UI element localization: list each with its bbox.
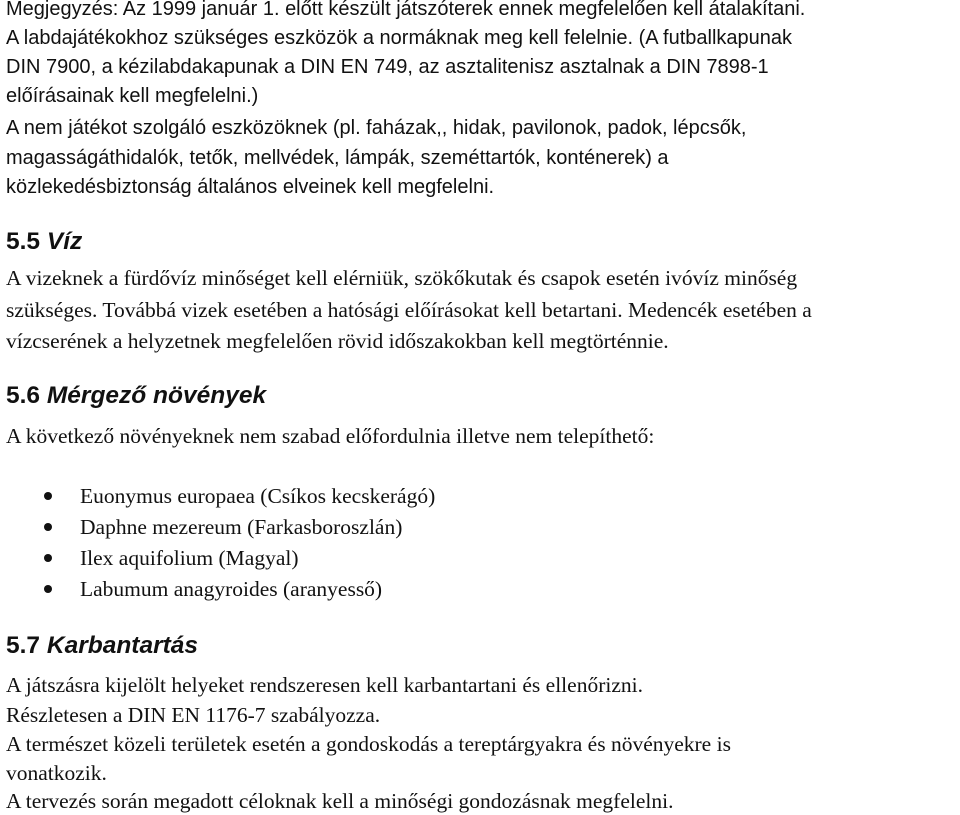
section-5-5-line-1: A vizeknek a fürdővíz minőséget kell elérniük, szökőkutak és csapok esetén ivóvíz minőség: [6, 266, 798, 290]
intro-line-3: DIN 7900, a kézilabdakapunak a DIN EN 749, az asztalitenisz asztalnak a DIN 7898-1: [6, 56, 769, 78]
section-5-6-number: 5.6: [6, 382, 41, 409]
bullet-icon: [44, 492, 52, 500]
intro-line-7: közlekedésbiztonság általános elveinek kell megfelelni.: [6, 176, 495, 198]
section-5-7-title: Karbantartás: [46, 632, 199, 659]
section-5-6-heading: [6, 381, 266, 411]
section-5-6-intro: A következő növényeknek nem szabad előfordulnia illetve nem telepíthető:: [6, 424, 655, 448]
section-5-6-title: Mérgező növények: [46, 382, 267, 409]
intro-line-1: Megjegyzés: Az 1999 január 1. előtt készült játszóterek ennek megfelelően kell átalakítani.: [6, 0, 806, 20]
section-5-7-heading: [6, 631, 198, 661]
bullet-icon: [44, 554, 52, 562]
intro-line-4: előírásainak kell megfelelni.): [6, 85, 259, 107]
section-5-5-heading: [6, 227, 82, 257]
section-5-7-line-4: vonatkozik.: [6, 761, 107, 785]
bullet-icon: [44, 585, 52, 593]
plant-name: Euonymus europaea (Csíkos kecskerágó): [80, 484, 436, 508]
intro-line-6: magasságáthidalók, tetők, mellvédek, lámpák, szeméttartók, konténerek) a: [6, 147, 669, 169]
section-5-7-number: 5.7: [6, 632, 41, 659]
section-5-5-line-2: szükséges. Továbbá vizek esetében a hatósági előírásokat kell betartani. Medencék esetében a: [6, 298, 812, 322]
bullet-icon: [44, 523, 52, 531]
intro-line-5: A nem játékot szolgáló eszközöknek (pl. faházak,, hidak, pavilonok, padok, lépcsők,: [6, 117, 747, 139]
plant-name: Labumum anagyroides (aranyesső): [80, 577, 383, 601]
plant-name: Ilex aquifolium (Magyal): [80, 546, 299, 570]
intro-line-2: A labdajátékokhoz szükséges eszközök a normáknak meg kell felelnie. (A futballkapunak: [6, 27, 793, 49]
section-5-5-number: 5.5: [6, 228, 41, 255]
section-5-5-line-3: vízcserének a helyzetnek megfelelően rövid időszakokban kell megtörténnie.: [6, 329, 669, 353]
section-5-7-line-2: Részletesen a DIN EN 1176-7 szabályozza.: [6, 703, 381, 727]
section-5-5-title: Víz: [46, 228, 83, 255]
plant-name: Daphne mezereum (Farkasboroszlán): [80, 515, 403, 539]
section-5-7-line-5: A tervezés során megadott céloknak kell a minőségi gondozásnak megfelelni.: [6, 789, 674, 813]
section-5-7-line-1: A játszásra kijelölt helyeket rendszeresen kell karbantartani és ellenőrizni.: [6, 673, 643, 697]
section-5-7-line-3: A természet közeli területek esetén a gondoskodás a tereptárgyakra és növényekre is: [6, 732, 731, 756]
